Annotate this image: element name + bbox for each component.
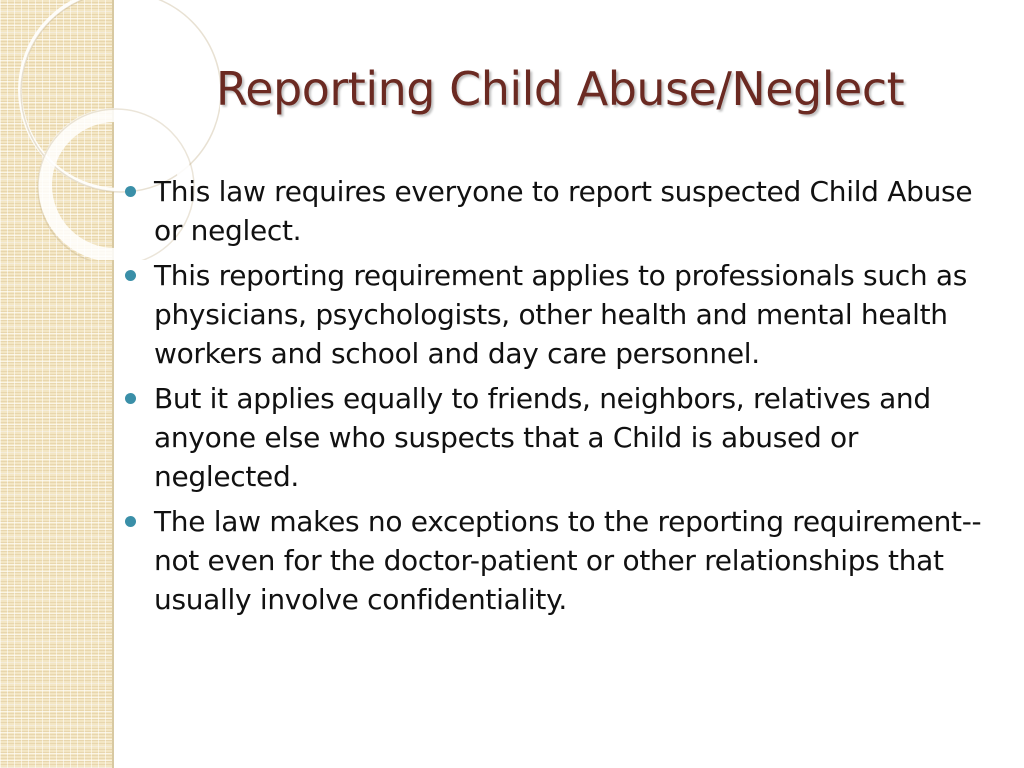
bullet-icon [125,186,136,197]
list-item [154,379,1004,496]
bullet-icon [125,270,136,281]
bullet-text: The law makes no exceptions to the reporting requirement-- not even for the doctor-patient or other relationships that usually involve confidentiality. [154,505,982,616]
bullet-text: But it applies equally to friends, neighbors, relatives and anyone else who suspects that a Child is abused or neglected. [154,382,931,493]
bullet-list [154,172,1004,625]
bullet-icon [125,516,136,527]
list-item [154,172,1004,250]
list-item [154,502,1004,619]
slide-title: Reporting Child Abuse/Neglect [215,62,905,116]
bullet-text: This law requires everyone to report suspected Child Abuse or neglect. [154,175,973,247]
list-item [154,256,1004,373]
bullet-text: This reporting requirement applies to professionals such as physicians, psychologists, other health and mental health workers and school and day care personnel. [154,259,968,370]
bullet-icon [125,393,136,404]
